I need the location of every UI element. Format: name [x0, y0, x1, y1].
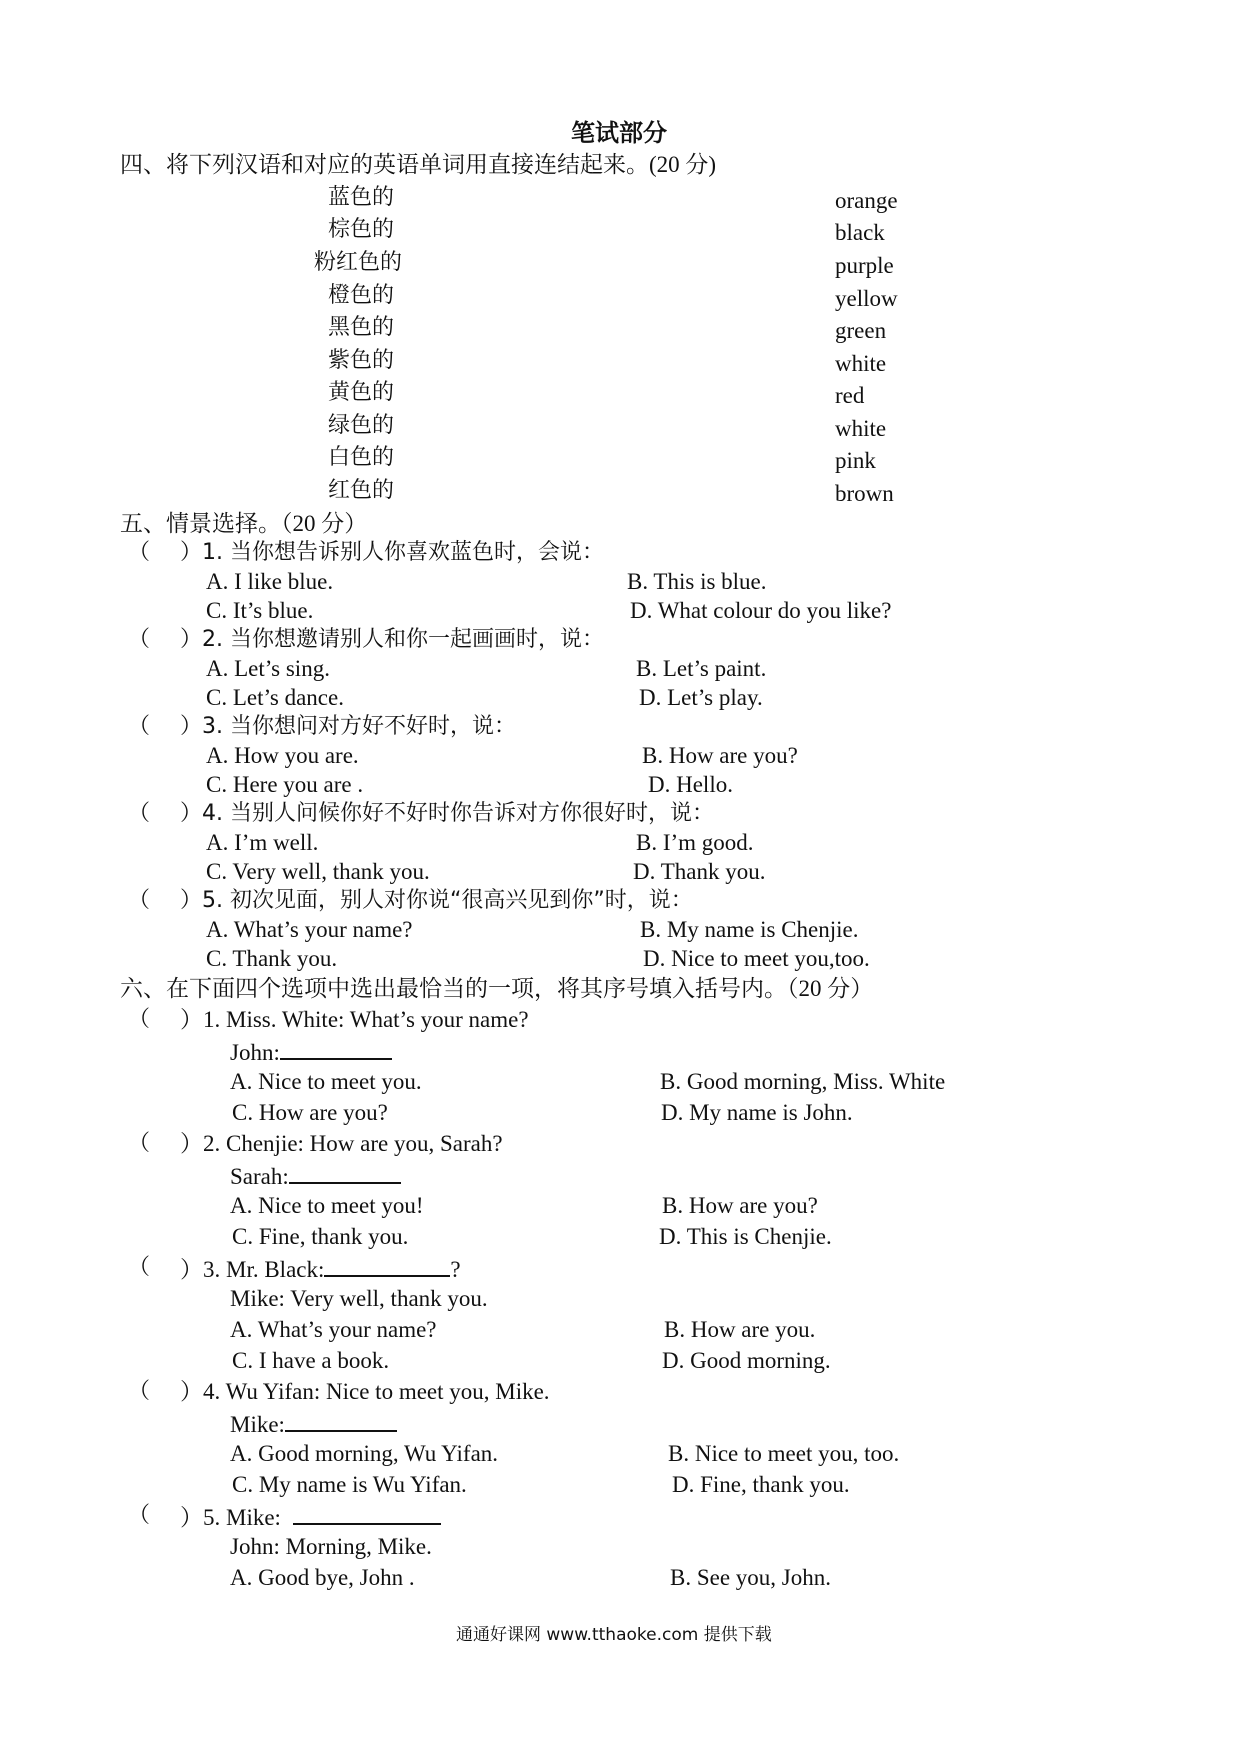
option-a: A. Good morning, Wu Yifan. [230, 1441, 499, 1466]
cn-word: 橙色的 [328, 283, 395, 308]
option-c: C. I have a book. [232, 1348, 390, 1373]
option-d: D. Thank you. [633, 859, 766, 884]
option-a: A. I like blue. [206, 569, 334, 594]
cn-word: 粉红色的 [314, 250, 403, 275]
cn-word: 棕色的 [328, 217, 395, 242]
en-word: brown [835, 481, 894, 506]
option-b: B. Good morning, Miss. White [660, 1069, 946, 1094]
answer-paren[interactable]: （ [128, 1131, 151, 1156]
reply-speaker: Mike: [230, 1412, 285, 1437]
option-c: C. Fine, thank you. [232, 1224, 409, 1249]
cn-word: 黑色的 [328, 315, 395, 340]
reply-line [230, 1036, 392, 1068]
option-d: D. Nice to meet you,too. [643, 946, 870, 971]
option-b: B. My name is Chenjie. [640, 917, 859, 942]
option-b: B. I’m good. [636, 830, 754, 855]
option-a: A. What’s your name? [206, 917, 413, 942]
option-b: B. How are you? [642, 743, 798, 768]
option-c: C. My name is Wu Yifan. [232, 1472, 467, 1497]
section-5-heading: 五、情景选择。（20 分） [120, 511, 368, 536]
option-a: A. Nice to meet you. [230, 1069, 422, 1094]
option-a: A. Let’s sing. [206, 656, 330, 681]
reply-line: Mike: Very well, thank you. [230, 1286, 488, 1311]
question-text: ）1. Miss. White: What’s your name? [180, 1007, 529, 1032]
answer-paren[interactable]: （ [128, 627, 151, 652]
question-mark: ? [450, 1257, 461, 1282]
option-b: B. See you, John. [670, 1565, 831, 1590]
answer-paren[interactable]: （ [128, 540, 151, 565]
answer-paren[interactable]: （ [128, 888, 151, 913]
section-4-heading: 四、将下列汉语和对应的英语单词用直接连结起来。(20 分) [120, 152, 717, 177]
cn-word: 绿色的 [328, 413, 395, 438]
section-6-heading: 六、在下面四个选项中选出最恰当的一项，将其序号填入括号内。（20 分） [120, 976, 874, 1001]
en-word: purple [835, 253, 894, 278]
reply-speaker: John: [230, 1040, 280, 1065]
option-a: A. Nice to meet you! [230, 1193, 424, 1218]
reply-line [230, 1160, 401, 1192]
option-d: D. What colour do you like? [630, 598, 892, 623]
option-c: C. Let’s dance. [206, 685, 344, 710]
question-text: ）5. Mike: [180, 1505, 287, 1530]
option-c: C. Thank you. [206, 946, 338, 971]
reply-line [230, 1408, 397, 1440]
answer-paren[interactable]: （ [128, 801, 151, 826]
fill-blank[interactable] [280, 1036, 392, 1060]
answer-paren[interactable]: （ [128, 1007, 151, 1032]
option-d: D. Fine, thank you. [672, 1472, 850, 1497]
cn-word: 黄色的 [328, 380, 395, 405]
cn-word: 白色的 [328, 445, 395, 470]
cn-word: 红色的 [328, 478, 395, 503]
answer-paren[interactable]: （ [128, 1255, 151, 1280]
option-d: D. Good morning. [662, 1348, 831, 1373]
en-word: black [835, 220, 885, 245]
option-a: A. How you are. [206, 743, 359, 768]
question-text: ）4. 当别人问候你好不好时你告诉对方你很好时，说： [180, 801, 714, 826]
question-line [180, 1501, 441, 1533]
option-a: A. I’m well. [206, 830, 319, 855]
en-word: white [835, 351, 887, 376]
en-word: white [835, 416, 887, 441]
fill-blank[interactable] [285, 1408, 397, 1432]
answer-paren[interactable]: （ [128, 714, 151, 739]
en-word: yellow [835, 286, 898, 311]
option-d: D. Let’s play. [639, 685, 763, 710]
answer-paren[interactable]: （ [128, 1379, 151, 1404]
en-word: red [835, 383, 865, 408]
page-title: 笔试部分 [571, 121, 667, 147]
fill-blank[interactable] [289, 1160, 401, 1184]
question-text: ）3. 当你想问对方好不好时，说： [180, 714, 516, 739]
option-c: C. Here you are . [206, 772, 364, 797]
option-b: B. How are you. [664, 1317, 816, 1342]
option-a: A. What’s your name? [230, 1317, 437, 1342]
en-word: green [835, 318, 887, 343]
footer-watermark: 通通好课网 www.tthaoke.com 提供下载 [456, 1625, 772, 1645]
question-text: ）3. Mr. Black: [180, 1257, 325, 1282]
option-b: B. This is blue. [627, 569, 767, 594]
option-a: A. Good bye, John . [230, 1565, 415, 1590]
question-text: ）1. 当你想告诉别人你喜欢蓝色时，会说： [180, 540, 604, 565]
option-c: C. How are you? [232, 1100, 388, 1125]
option-b: B. Nice to meet you, too. [668, 1441, 900, 1466]
option-c: C. It’s blue. [206, 598, 314, 623]
cn-word: 蓝色的 [328, 185, 395, 210]
option-b: B. How are you? [662, 1193, 818, 1218]
question-text: ）2. Chenjie: How are you, Sarah? [180, 1131, 503, 1156]
reply-line: John: Morning, Mike. [230, 1534, 432, 1559]
question-text: ）5. 初次见面，别人对你说“很高兴见到你”时，说： [180, 888, 693, 913]
option-c: C. Very well, thank you. [206, 859, 430, 884]
fill-blank[interactable] [324, 1253, 450, 1277]
fill-blank[interactable] [293, 1501, 441, 1525]
option-d: D. Hello. [648, 772, 733, 797]
option-d: D. This is Chenjie. [659, 1224, 832, 1249]
option-d: D. My name is John. [661, 1100, 853, 1125]
question-text: ）4. Wu Yifan: Nice to meet you, Mike. [180, 1379, 550, 1404]
question-text: ）2. 当你想邀请别人和你一起画画时，说： [180, 627, 604, 652]
answer-paren[interactable]: （ [128, 1503, 151, 1528]
cn-word: 紫色的 [328, 348, 395, 373]
reply-speaker: Sarah: [230, 1164, 289, 1189]
en-word: orange [835, 188, 898, 213]
en-word: pink [835, 448, 876, 473]
question-line [180, 1253, 461, 1285]
option-b: B. Let’s paint. [636, 656, 767, 681]
